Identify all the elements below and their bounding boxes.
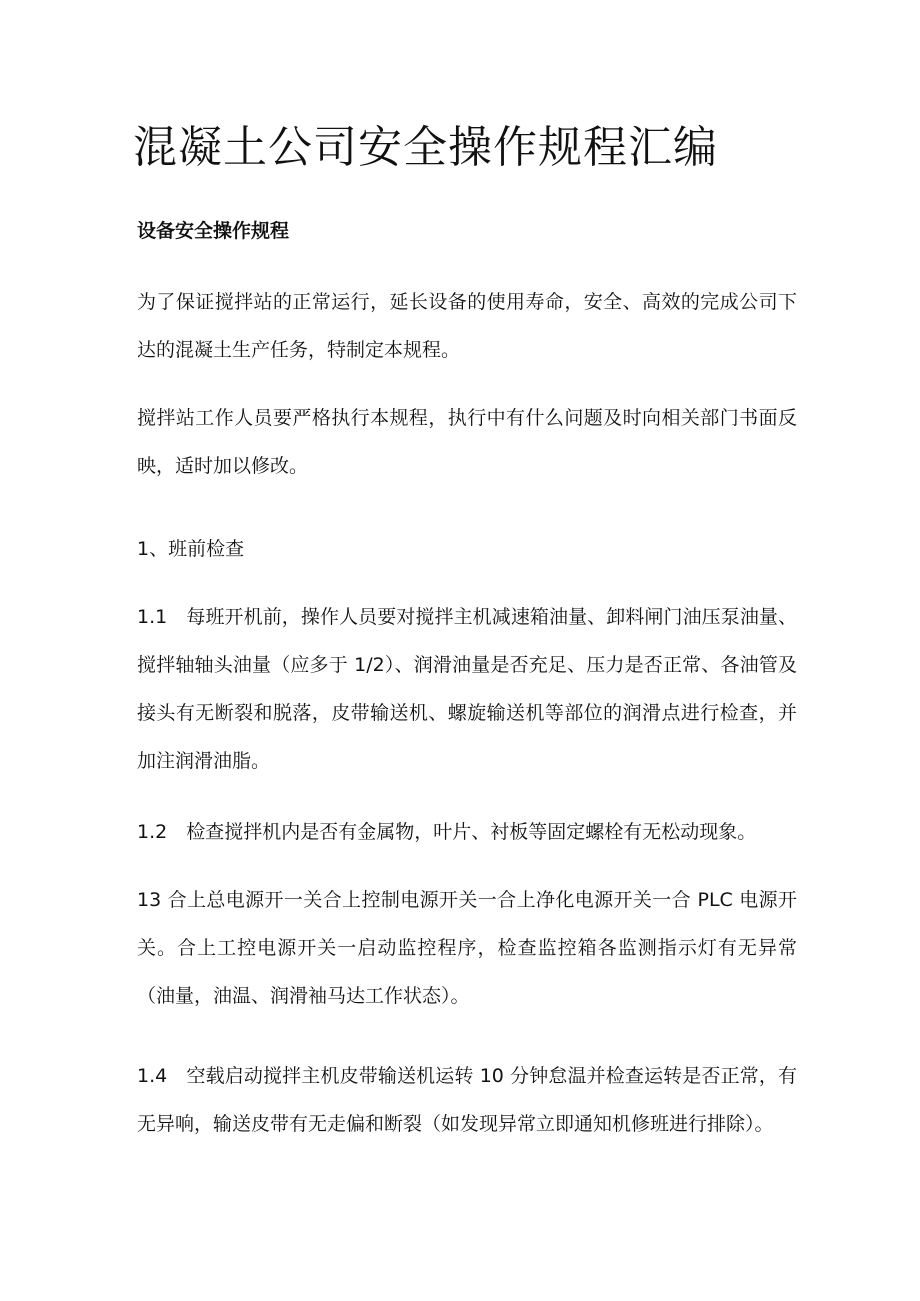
item-1-4: 1.4 空载启动搅拌主机皮带输送机运转 10 分钟怠温并检查运转是否正常，有无异响，输送皮带有无走偏和断裂（如发现异常立即通知机修班进行排除）。 — [137, 1065, 797, 1135]
paragraph-intro: 为了保证搅拌站的正常运行，延长设备的使用寿命，安全、高效的完成公司下达的混凝土生产任务，特制定本规程。 — [137, 291, 797, 361]
paragraph-execution: 搅拌站工作人员要严格执行本规程，执行中有什么问题及时向相关部门书面反映，适时加以修改。 — [137, 407, 797, 477]
item-1-3: 13 合上总电源开一关合上控制电源开关一合上净化电源开关一合 PLC 电源开关。合上工控电源开关一启动监控程序，检查监控箱各监测指示灯有无异常（油量，油温、润滑袖马达工作状态）。 — [137, 889, 797, 1007]
section-pre-shift-check: 1、班前检查 — [137, 538, 245, 560]
item-1-2: 1.2 检查搅拌机内是否有金属物，叶片、衬板等固定螺栓有无松动现象。 — [137, 821, 757, 843]
document-title: 混凝土公司安全操作规程汇编 — [133, 122, 718, 173]
item-1-1: 1.1 每班开机前，操作人员要对搅拌主机减速箱油量、卸料闸门油压泵油量、搅拌轴轴头油量（应多于 1/2）、润滑油量是否充足、压力是否正常、各油管及接头有无断裂和脱落，皮带输送机、螺旋输送机等部位的润滑点进行检查，并加注润滑油脂。 — [137, 606, 797, 772]
section-heading: 设备安全操作规程 — [137, 220, 290, 242]
